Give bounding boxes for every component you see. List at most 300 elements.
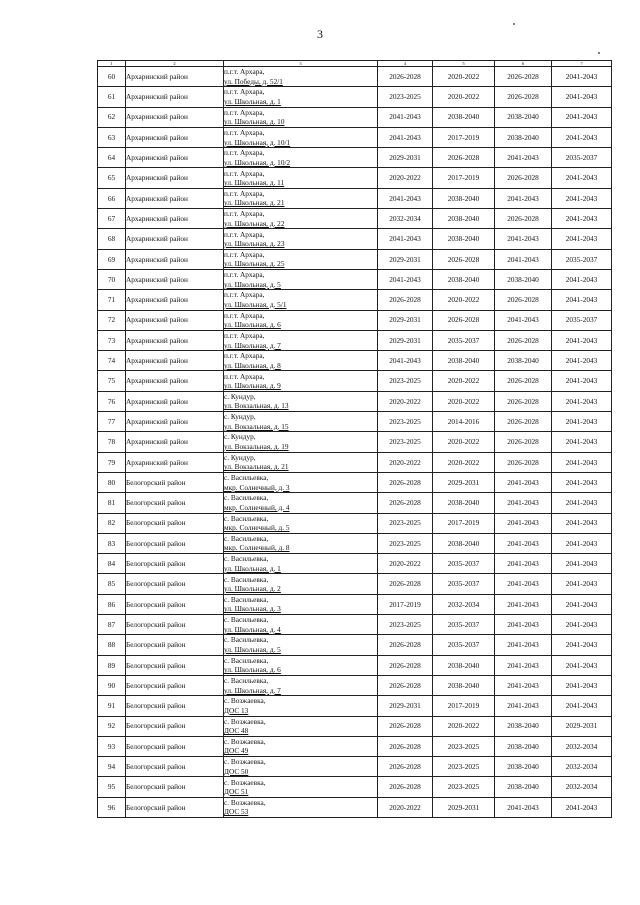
table-row (98, 716, 612, 736)
period-col-4: 2020-2022 (378, 391, 433, 411)
period-col-6: 2041-2043 (495, 675, 552, 695)
address-settlement: с. Кундур, (224, 452, 256, 462)
registry-table (97, 60, 612, 818)
row-number-cell: 79 (98, 452, 126, 472)
period-col-4: 2026-2028 (378, 716, 433, 736)
scan-speck (598, 52, 600, 54)
period-col-5: 2029-2031 (433, 797, 495, 817)
table-row (98, 310, 612, 330)
district-cell: Белогорский район (126, 635, 224, 655)
district-cell: Белогорский район (126, 655, 224, 675)
district-cell: Белогорский район (126, 554, 224, 574)
district-cell: Архаринский район (126, 67, 224, 87)
period-col-5: 2035-2037 (433, 574, 495, 594)
address-settlement: п.г.т. Архара, (224, 229, 265, 239)
period-col-4: 2032-2034 (378, 209, 433, 229)
district-cell: Архаринский район (126, 87, 224, 107)
row-number-cell: 88 (98, 635, 126, 655)
district-cell: Архаринский район (126, 209, 224, 229)
row-number-cell: 84 (98, 554, 126, 574)
district-cell: Белогорский район (126, 513, 224, 533)
scan-speck (513, 23, 515, 25)
period-col-6: 2026-2028 (495, 452, 552, 472)
address-cell (224, 168, 378, 188)
address-street: ул. Школьная, д. 21 (224, 198, 285, 208)
row-number-cell: 68 (98, 229, 126, 249)
period-col-7: 2041-2043 (552, 452, 612, 472)
period-col-7: 2041-2043 (552, 87, 612, 107)
row-number-cell: 92 (98, 716, 126, 736)
period-col-5: 2017-2019 (433, 696, 495, 716)
address-settlement: с. Кундур, (224, 432, 256, 442)
address-cell (224, 533, 378, 553)
address-street: ул. Школьная, д. 8 (224, 360, 281, 370)
address-cell (224, 391, 378, 411)
address-street: ул. Вокзальная, д. 21 (224, 462, 289, 472)
period-col-6: 2041-2043 (495, 310, 552, 330)
row-number-cell: 95 (98, 777, 126, 797)
period-col-7: 2041-2043 (552, 351, 612, 371)
address-cell (224, 472, 378, 492)
period-col-7: 2041-2043 (552, 554, 612, 574)
address-cell (224, 777, 378, 797)
period-col-4: 2029-2031 (378, 310, 433, 330)
period-col-7: 2032-2034 (552, 757, 612, 777)
address-street: мкр. Солнечный, д. 8 (224, 543, 290, 553)
table-row (98, 209, 612, 229)
address-settlement: с. Возжаевка, (224, 696, 266, 706)
period-col-6: 2026-2028 (495, 87, 552, 107)
period-col-5: 2038-2040 (433, 655, 495, 675)
header-col-1: 1 (98, 61, 126, 67)
period-col-7: 2041-2043 (552, 615, 612, 635)
period-col-7: 2041-2043 (552, 432, 612, 452)
table-row (98, 127, 612, 147)
table-row (98, 67, 612, 87)
address-street: ДОС 48 (224, 726, 249, 736)
period-col-7: 2041-2043 (552, 533, 612, 553)
row-number-cell: 64 (98, 148, 126, 168)
address-settlement: с. Возжаевка, (224, 777, 266, 787)
address-cell (224, 188, 378, 208)
address-cell (224, 310, 378, 330)
address-street: ул. Школьная, д. 23 (224, 239, 285, 249)
address-street: ул. Вокзальная, д. 13 (224, 401, 289, 411)
row-number-cell: 86 (98, 594, 126, 614)
address-settlement: п.г.т. Архара, (224, 270, 265, 280)
address-settlement: п.г.т. Архара, (224, 128, 265, 138)
address-settlement: п.г.т. Архара, (224, 148, 265, 158)
period-col-7: 2041-2043 (552, 127, 612, 147)
period-col-5: 2020-2022 (433, 452, 495, 472)
address-cell (224, 290, 378, 310)
district-cell: Белогорский район (126, 736, 224, 756)
period-col-5: 2017-2019 (433, 127, 495, 147)
address-street: ДОС 13 (224, 705, 249, 715)
period-col-7: 2041-2043 (552, 655, 612, 675)
period-col-7: 2041-2043 (552, 269, 612, 289)
address-settlement: с. Возжаевка, (224, 736, 266, 746)
header-col-4: 4 (378, 61, 433, 67)
row-number-cell: 62 (98, 107, 126, 127)
table-row (98, 371, 612, 391)
district-cell: Белогорский район (126, 797, 224, 817)
period-col-6: 2026-2028 (495, 391, 552, 411)
district-cell: Архаринский район (126, 249, 224, 269)
page-number: 3 (317, 27, 323, 41)
district-cell: Архаринский район (126, 229, 224, 249)
address-settlement: п.г.т. Архара, (224, 168, 265, 178)
address-settlement: п.г.т. Архара, (224, 107, 265, 117)
period-col-7: 2041-2043 (552, 797, 612, 817)
row-number-cell: 80 (98, 472, 126, 492)
period-col-6: 2026-2028 (495, 168, 552, 188)
address-cell (224, 229, 378, 249)
row-number-cell: 65 (98, 168, 126, 188)
period-col-6: 2026-2028 (495, 209, 552, 229)
row-number-cell: 63 (98, 127, 126, 147)
header-col-6: 6 (495, 61, 552, 67)
district-cell: Архаринский район (126, 412, 224, 432)
period-col-4: 2041-2043 (378, 127, 433, 147)
row-number-cell: 87 (98, 615, 126, 635)
address-cell (224, 493, 378, 513)
table-row (98, 391, 612, 411)
address-cell (224, 330, 378, 350)
address-street: ул. Школьная, д. 2 (224, 584, 281, 594)
district-cell: Белогорский район (126, 716, 224, 736)
row-number-cell: 60 (98, 67, 126, 87)
period-col-7: 2041-2043 (552, 67, 612, 87)
period-col-4: 2026-2028 (378, 635, 433, 655)
row-number-cell: 82 (98, 513, 126, 533)
period-col-5: 2017-2019 (433, 168, 495, 188)
period-col-4: 2023-2025 (378, 412, 433, 432)
address-street: ул. Школьная, д. 7 (224, 685, 281, 695)
period-col-7: 2041-2043 (552, 675, 612, 695)
period-col-5: 2038-2040 (433, 209, 495, 229)
address-settlement: п.г.т. Архара, (224, 249, 265, 259)
period-col-5: 2038-2040 (433, 493, 495, 513)
row-number-cell: 71 (98, 290, 126, 310)
address-cell (224, 452, 378, 472)
address-cell (224, 269, 378, 289)
district-cell: Белогорский район (126, 574, 224, 594)
period-col-4: 2041-2043 (378, 107, 433, 127)
address-cell (224, 351, 378, 371)
address-cell (224, 716, 378, 736)
address-settlement: с. Васильевка, (224, 635, 269, 645)
table-row (98, 269, 612, 289)
period-col-5: 2020-2022 (433, 290, 495, 310)
address-street: ул. Школьная, д. 25 (224, 259, 285, 269)
table-row (98, 513, 612, 533)
address-settlement: с. Возжаевка, (224, 716, 266, 726)
row-number-cell: 96 (98, 797, 126, 817)
period-col-4: 2026-2028 (378, 574, 433, 594)
period-col-6: 2041-2043 (495, 554, 552, 574)
period-col-4: 2020-2022 (378, 452, 433, 472)
address-street: ул. Школьная, д. 10 (224, 117, 285, 127)
period-col-6: 2038-2040 (495, 736, 552, 756)
period-col-6: 2041-2043 (495, 655, 552, 675)
table-row (98, 554, 612, 574)
address-cell (224, 736, 378, 756)
address-street: ДОС 51 (224, 787, 249, 797)
address-street: ул. Школьная, д. 5 (224, 644, 281, 654)
address-settlement: с. Васильевка, (224, 533, 269, 543)
period-col-7: 2035-2037 (552, 148, 612, 168)
period-col-6: 2041-2043 (495, 533, 552, 553)
district-cell: Белогорский район (126, 533, 224, 553)
period-col-5: 2026-2028 (433, 249, 495, 269)
address-settlement: п.г.т. Архара, (224, 351, 265, 361)
table-row (98, 696, 612, 716)
period-col-5: 2026-2028 (433, 148, 495, 168)
address-street: ул. Школьная, д. 7 (224, 340, 281, 350)
period-col-4: 2026-2028 (378, 493, 433, 513)
address-street: ул. Школьная, д. 10/1 (224, 137, 291, 147)
address-settlement: п.г.т. Архара, (224, 310, 265, 320)
header-col-5: 5 (433, 61, 495, 67)
period-col-5: 2023-2025 (433, 757, 495, 777)
period-col-6: 2026-2028 (495, 432, 552, 452)
district-cell: Архаринский район (126, 371, 224, 391)
address-street: ул. Школьная, д. 1 (224, 563, 281, 573)
district-cell: Архаринский район (126, 432, 224, 452)
address-cell (224, 412, 378, 432)
period-col-4: 2020-2022 (378, 168, 433, 188)
address-cell (224, 513, 378, 533)
address-settlement: с. Возжаевка, (224, 757, 266, 767)
period-col-6: 2026-2028 (495, 330, 552, 350)
period-col-7: 2035-2037 (552, 310, 612, 330)
period-col-7: 2041-2043 (552, 472, 612, 492)
period-col-7: 2041-2043 (552, 513, 612, 533)
period-col-7: 2041-2043 (552, 229, 612, 249)
period-col-6: 2038-2040 (495, 716, 552, 736)
period-col-4: 2020-2022 (378, 554, 433, 574)
address-cell (224, 797, 378, 817)
address-cell (224, 209, 378, 229)
address-street: ул. Школьная, д. 10/2 (224, 157, 291, 167)
period-col-4: 2041-2043 (378, 351, 433, 371)
table-row (98, 777, 612, 797)
table-row (98, 229, 612, 249)
period-col-7: 2041-2043 (552, 107, 612, 127)
row-number-cell: 78 (98, 432, 126, 452)
table-row (98, 87, 612, 107)
district-cell: Белогорский район (126, 472, 224, 492)
period-col-4: 2020-2022 (378, 797, 433, 817)
address-settlement: п.г.т. Архара, (224, 371, 265, 381)
row-number-cell: 89 (98, 655, 126, 675)
period-col-7: 2041-2043 (552, 594, 612, 614)
period-col-7: 2032-2034 (552, 777, 612, 797)
period-col-5: 2020-2022 (433, 432, 495, 452)
period-col-7: 2041-2043 (552, 371, 612, 391)
header-col-2: 2 (126, 61, 224, 67)
period-col-6: 2038-2040 (495, 107, 552, 127)
row-number-cell: 72 (98, 310, 126, 330)
period-col-5: 2020-2022 (433, 716, 495, 736)
address-settlement: с. Кундур, (224, 412, 256, 422)
period-col-6: 2041-2043 (495, 696, 552, 716)
address-street: ул. Школьная, д. 4 (224, 624, 281, 634)
row-number-cell: 77 (98, 412, 126, 432)
period-col-6: 2038-2040 (495, 127, 552, 147)
address-street: ДОС 53 (224, 807, 249, 817)
period-col-4: 2026-2028 (378, 290, 433, 310)
address-settlement: п.г.т. Архара, (224, 209, 265, 219)
period-col-4: 2023-2025 (378, 533, 433, 553)
table-row (98, 432, 612, 452)
table-row (98, 757, 612, 777)
period-col-6: 2038-2040 (495, 777, 552, 797)
period-col-6: 2041-2043 (495, 148, 552, 168)
district-cell: Архаринский район (126, 310, 224, 330)
table-row (98, 635, 612, 655)
period-col-7: 2041-2043 (552, 493, 612, 513)
period-col-7: 2041-2043 (552, 574, 612, 594)
row-number-cell: 91 (98, 696, 126, 716)
period-col-6: 2041-2043 (495, 493, 552, 513)
address-cell (224, 67, 378, 87)
period-col-4: 2026-2028 (378, 736, 433, 756)
period-col-7: 2041-2043 (552, 168, 612, 188)
district-cell: Архаринский район (126, 351, 224, 371)
address-cell (224, 655, 378, 675)
period-col-4: 2023-2025 (378, 615, 433, 635)
district-cell: Белогорский район (126, 777, 224, 797)
address-street: ул. Школьная, д. 9 (224, 381, 281, 391)
table-row (98, 188, 612, 208)
address-settlement: с. Васильевка, (224, 574, 269, 584)
address-settlement: с. Васильевка, (224, 676, 269, 686)
period-col-4: 2026-2028 (378, 472, 433, 492)
address-settlement: п.г.т. Архара, (224, 331, 265, 340)
address-street: ул. Школьная, д. 5 (224, 279, 281, 289)
address-street: мкр. Солнечный, д. 3 (224, 482, 290, 492)
address-cell (224, 107, 378, 127)
row-number-cell: 67 (98, 209, 126, 229)
address-settlement: п.г.т. Архара, (224, 87, 265, 97)
period-col-4: 2023-2025 (378, 371, 433, 391)
address-street: ул. Школьная, д. 6 (224, 320, 281, 330)
period-col-5: 2023-2025 (433, 736, 495, 756)
period-col-7: 2041-2043 (552, 412, 612, 432)
address-street: ДОС 50 (224, 766, 249, 776)
period-col-4: 2041-2043 (378, 269, 433, 289)
address-street: ул. Школьная, д. 1 (224, 96, 281, 106)
address-cell (224, 127, 378, 147)
district-cell: Белогорский район (126, 594, 224, 614)
address-street: ул. Школьная, д. 11 (224, 178, 285, 188)
address-cell (224, 675, 378, 695)
period-col-7: 2041-2043 (552, 290, 612, 310)
period-col-5: 2029-2031 (433, 472, 495, 492)
period-col-7: 2041-2043 (552, 391, 612, 411)
period-col-5: 2038-2040 (433, 351, 495, 371)
period-col-7: 2029-2031 (552, 716, 612, 736)
period-col-4: 2026-2028 (378, 757, 433, 777)
row-number-cell: 61 (98, 87, 126, 107)
table-row (98, 351, 612, 371)
district-cell: Архаринский район (126, 127, 224, 147)
period-col-5: 2038-2040 (433, 107, 495, 127)
address-cell (224, 87, 378, 107)
district-cell: Архаринский район (126, 290, 224, 310)
address-cell (224, 554, 378, 574)
period-col-4: 2026-2028 (378, 675, 433, 695)
period-col-6: 2026-2028 (495, 412, 552, 432)
period-col-6: 2041-2043 (495, 615, 552, 635)
period-col-5: 2023-2025 (433, 777, 495, 797)
table-row (98, 594, 612, 614)
header-col-7: 7 (552, 61, 612, 67)
address-street: ул. Вокзальная, д. 19 (224, 441, 289, 451)
address-street: ул. Вокзальная, д. 15 (224, 421, 289, 431)
period-col-4: 2017-2019 (378, 594, 433, 614)
district-cell: Архаринский район (126, 330, 224, 350)
row-number-cell: 85 (98, 574, 126, 594)
header-col-3: 3 (224, 61, 378, 67)
period-col-5: 2026-2028 (433, 310, 495, 330)
address-cell (224, 635, 378, 655)
period-col-6: 2041-2043 (495, 574, 552, 594)
period-col-6: 2041-2043 (495, 472, 552, 492)
address-settlement: п.г.т. Архара, (224, 67, 265, 77)
table-row (98, 412, 612, 432)
district-cell: Архаринский район (126, 391, 224, 411)
period-col-6: 2041-2043 (495, 513, 552, 533)
period-col-4: 2029-2031 (378, 249, 433, 269)
period-col-5: 2035-2037 (433, 615, 495, 635)
period-col-7: 2041-2043 (552, 696, 612, 716)
district-cell: Архаринский район (126, 107, 224, 127)
address-street: ул. Победы, д. 52/1 (224, 76, 283, 86)
period-col-6: 2026-2028 (495, 290, 552, 310)
address-settlement: с. Васильевка, (224, 594, 269, 604)
period-col-4: 2029-2031 (378, 148, 433, 168)
row-number-cell: 94 (98, 757, 126, 777)
district-cell: Белогорский район (126, 757, 224, 777)
table-row (98, 452, 612, 472)
period-col-4: 2029-2031 (378, 696, 433, 716)
table-row (98, 574, 612, 594)
period-col-4: 2023-2025 (378, 513, 433, 533)
period-col-6: 2038-2040 (495, 351, 552, 371)
address-street: ул. Школьная, д. 6 (224, 665, 281, 675)
district-cell: Архаринский район (126, 188, 224, 208)
address-cell (224, 574, 378, 594)
period-col-5: 2035-2037 (433, 330, 495, 350)
period-col-5: 2038-2040 (433, 188, 495, 208)
period-col-5: 2038-2040 (433, 269, 495, 289)
row-number-cell: 81 (98, 493, 126, 513)
table-row (98, 736, 612, 756)
period-col-4: 2026-2028 (378, 67, 433, 87)
table-row (98, 615, 612, 635)
period-col-5: 2035-2037 (433, 635, 495, 655)
period-col-7: 2032-2034 (552, 736, 612, 756)
period-col-6: 2041-2043 (495, 635, 552, 655)
row-number-cell: 74 (98, 351, 126, 371)
table-row (98, 533, 612, 553)
address-cell (224, 249, 378, 269)
district-cell: Белогорский район (126, 696, 224, 716)
address-street: мкр. Солнечный, д. 5 (224, 523, 290, 533)
